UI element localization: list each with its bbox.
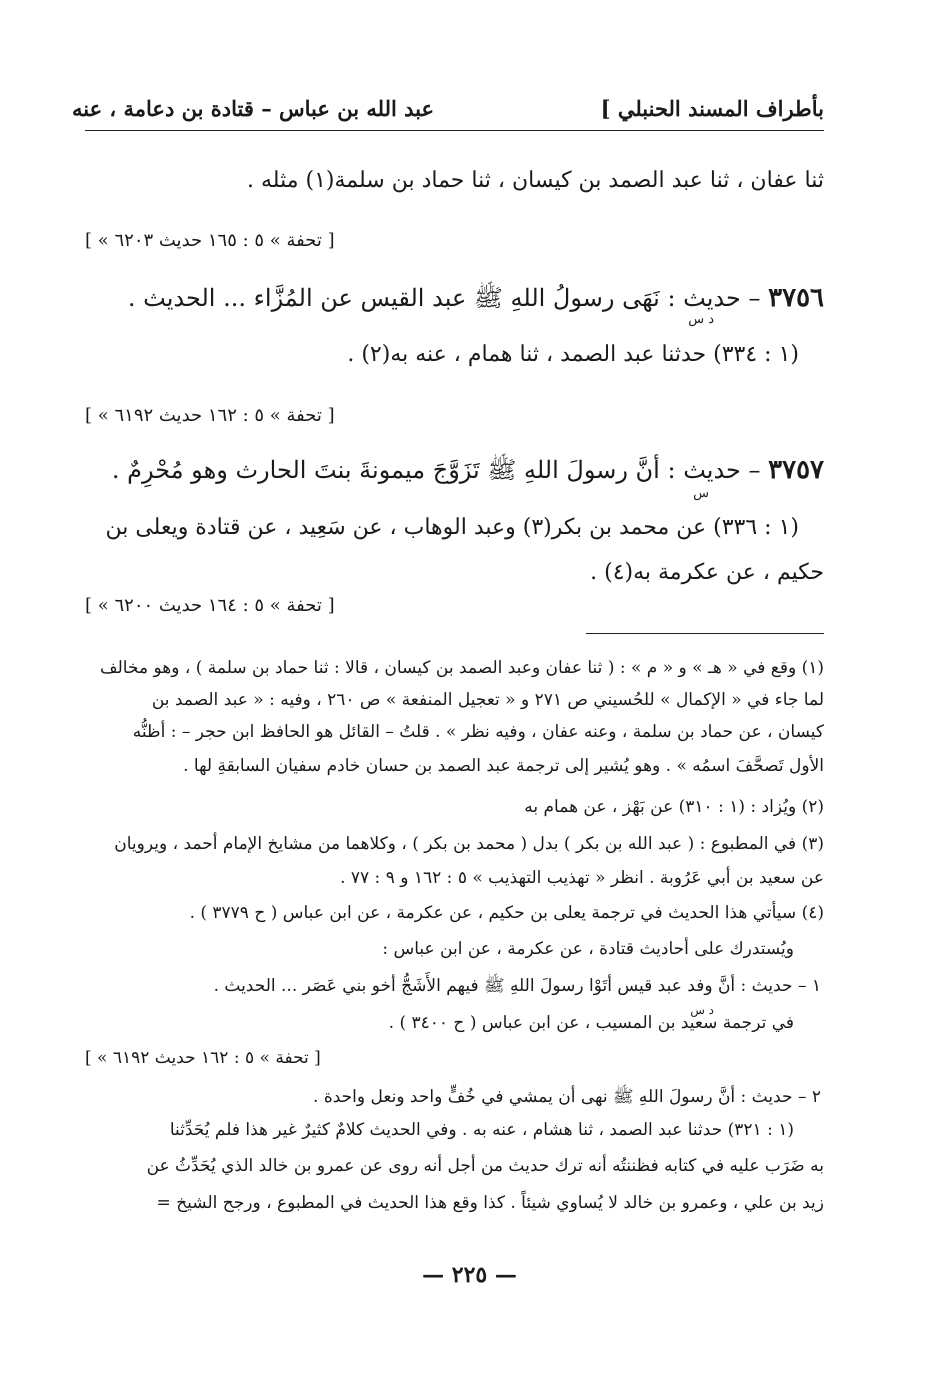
body-line: ثنا عفان ، ثنا عبد الصمد بن كيسان ، ثنا حماد بن سلمة(١) مثله . bbox=[247, 168, 824, 193]
isnad-line: (١ : ٣٣٦) عن محمد بن بكر(٣) وعبد الوهاب ، عن سَعِيد ، عن قتادة ويعلى بن bbox=[105, 515, 799, 540]
running-header bbox=[71, 96, 824, 128]
hadith-number: ٣٧٥٦ bbox=[768, 283, 824, 313]
grading-symbol: س bbox=[693, 486, 709, 501]
page-number: — ٢٢٥ — bbox=[422, 1262, 517, 1288]
footnote-4-cont: في ترجمة سعيد بن المسيب ، عن ابن عباس ( ح ٣٤٠٠ ) . bbox=[388, 1013, 794, 1033]
tuhfa-reference: [ « تحفة » ٥ : ١٦٤ حديث ٦٢٠٠ ] bbox=[85, 595, 335, 616]
grading-symbol: د س bbox=[690, 1003, 714, 1017]
footnote-separator bbox=[586, 633, 824, 634]
footnote-4-cont: به ضَرَب عليه في كتابه فظننتُه أنه ترك حديث من أجل أنه روى عن عمرو بن خالد الذي يُحَدِّثُ عن bbox=[146, 1156, 824, 1176]
tuhfa-reference: [ « تحفة » ٥ : ١٦٢ حديث ٦١٩٢ ] bbox=[85, 405, 335, 426]
tuhfa-reference: [ « تحفة » ٥ : ١٦٥ حديث ٦٢٠٣ ] bbox=[85, 230, 335, 251]
footnote-4-item: ٢ – حديث : أنَّ رسولَ اللهِ ﷺ نهى أن يمشي في خُفٍّ واحد ونعل واحدة . bbox=[313, 1087, 821, 1107]
isnad-line: (١ : ٣٣٤) حدثنا عبد الصمد ، ثنا همام ، عنه به(٢) . bbox=[347, 342, 799, 367]
tuhfa-reference: [ « تحفة » ٥ : ١٦٢ حديث ٦١٩٢ ] bbox=[85, 1048, 321, 1068]
footnote-1-cont: الأول تَصحَّفَ اسمُه » . وهو يُشير إلى ترجمة عبد الصمد بن حسان خادم سفيان السابقةِ لها . bbox=[183, 756, 824, 776]
header-rule bbox=[85, 130, 824, 131]
hadith-text: – حديث : نَهَى رسولُ اللهِ ﷺ عبد القيس عن المُزَّاء ... الحديث . bbox=[127, 284, 761, 312]
hadith-number: ٣٧٥٧ bbox=[768, 455, 824, 485]
footnote-4-cont: (١ : ٣٢١) حدثنا عبد الصمد ، ثنا هشام ، عنه به . وفي الحديث كلامٌ كثيرٌ غير هذا فلم يُحَدِّثنا bbox=[169, 1120, 794, 1140]
chapter-title: عبد الله بن عباس – قتادة بن دعامة ، عنه bbox=[71, 96, 434, 121]
footnote-1-cont: لما جاء في « الإكمال » للحُسيني ص ٢٧١ و « تعجيل المنفعة » ص ٢٦٠ ، وفيه : « عبد الصمد بن bbox=[151, 690, 824, 710]
footnote-3: (٣) في المطبوع : ( عبد الله بن بكر ) بدل ( محمد بن بكر ) ، وكلاهما من مشايخ الإمام أحمد ، ويرويان bbox=[114, 834, 824, 854]
footnote-2: (٢) ويُزاد : (١ : ٣١٠) عن بَهْز ، عن همام به bbox=[524, 797, 824, 817]
book-title: بأطراف المسند الحنبلي ] bbox=[600, 96, 824, 121]
footnote-4-item: ١ – حديث : أنَّ وفد عبد قيس أتَوْا رسولَ اللهِ ﷺ فيهم الأَشَجُّ أخو بني عَصَر ... الحديث . bbox=[213, 976, 821, 996]
footnote-4: (٤) سيأتي هذا الحديث في ترجمة يعلى بن حكيم ، عن عكرمة ، عن ابن عباس ( ح ٣٧٧٩ ) . bbox=[189, 903, 824, 923]
footnote-4-cont: زيد بن علي ، وعمرو بن خالد لا يُساوي شيئاً . كذا وقع هذا الحديث في المطبوع ، ورجح الشيخ = bbox=[156, 1193, 824, 1213]
footnote-4-cont: ويُستدرك على أحاديث قتادة ، عن عكرمة ، عن ابن عباس : bbox=[382, 939, 794, 959]
isnad-line: حكيم ، عن عكرمة به(٤) . bbox=[590, 560, 824, 585]
footnote-1: (١) وقع في « هـ » و « م » : ( ثنا عفان وعبد الصمد بن كيسان ، قالا : ثنا حماد بن سلمة ) ، وهو مخالف bbox=[100, 658, 824, 678]
hadith-text: – حديث : أنَّ رسولَ اللهِ ﷺ تَزَوَّجَ ميمونةَ بنتَ الحارث وهو مُحْرِمٌ . bbox=[111, 456, 761, 484]
hadith-3757 bbox=[85, 455, 824, 490]
grading-symbol: د س bbox=[688, 312, 714, 327]
footnote-1-cont: كيسان ، عن حماد بن سلمة ، وعنه عفان ، وفيه نظر » . قلتُ – القائل هو الحافظ ابن حجر – : أظنُّه bbox=[132, 722, 824, 742]
footnote-3-cont: عن سعيد بن أبي عَرُوبة . انظر « تهذيب التهذيب » ٥ : ١٦٢ و ٩ : ٧٧ . bbox=[340, 868, 824, 888]
